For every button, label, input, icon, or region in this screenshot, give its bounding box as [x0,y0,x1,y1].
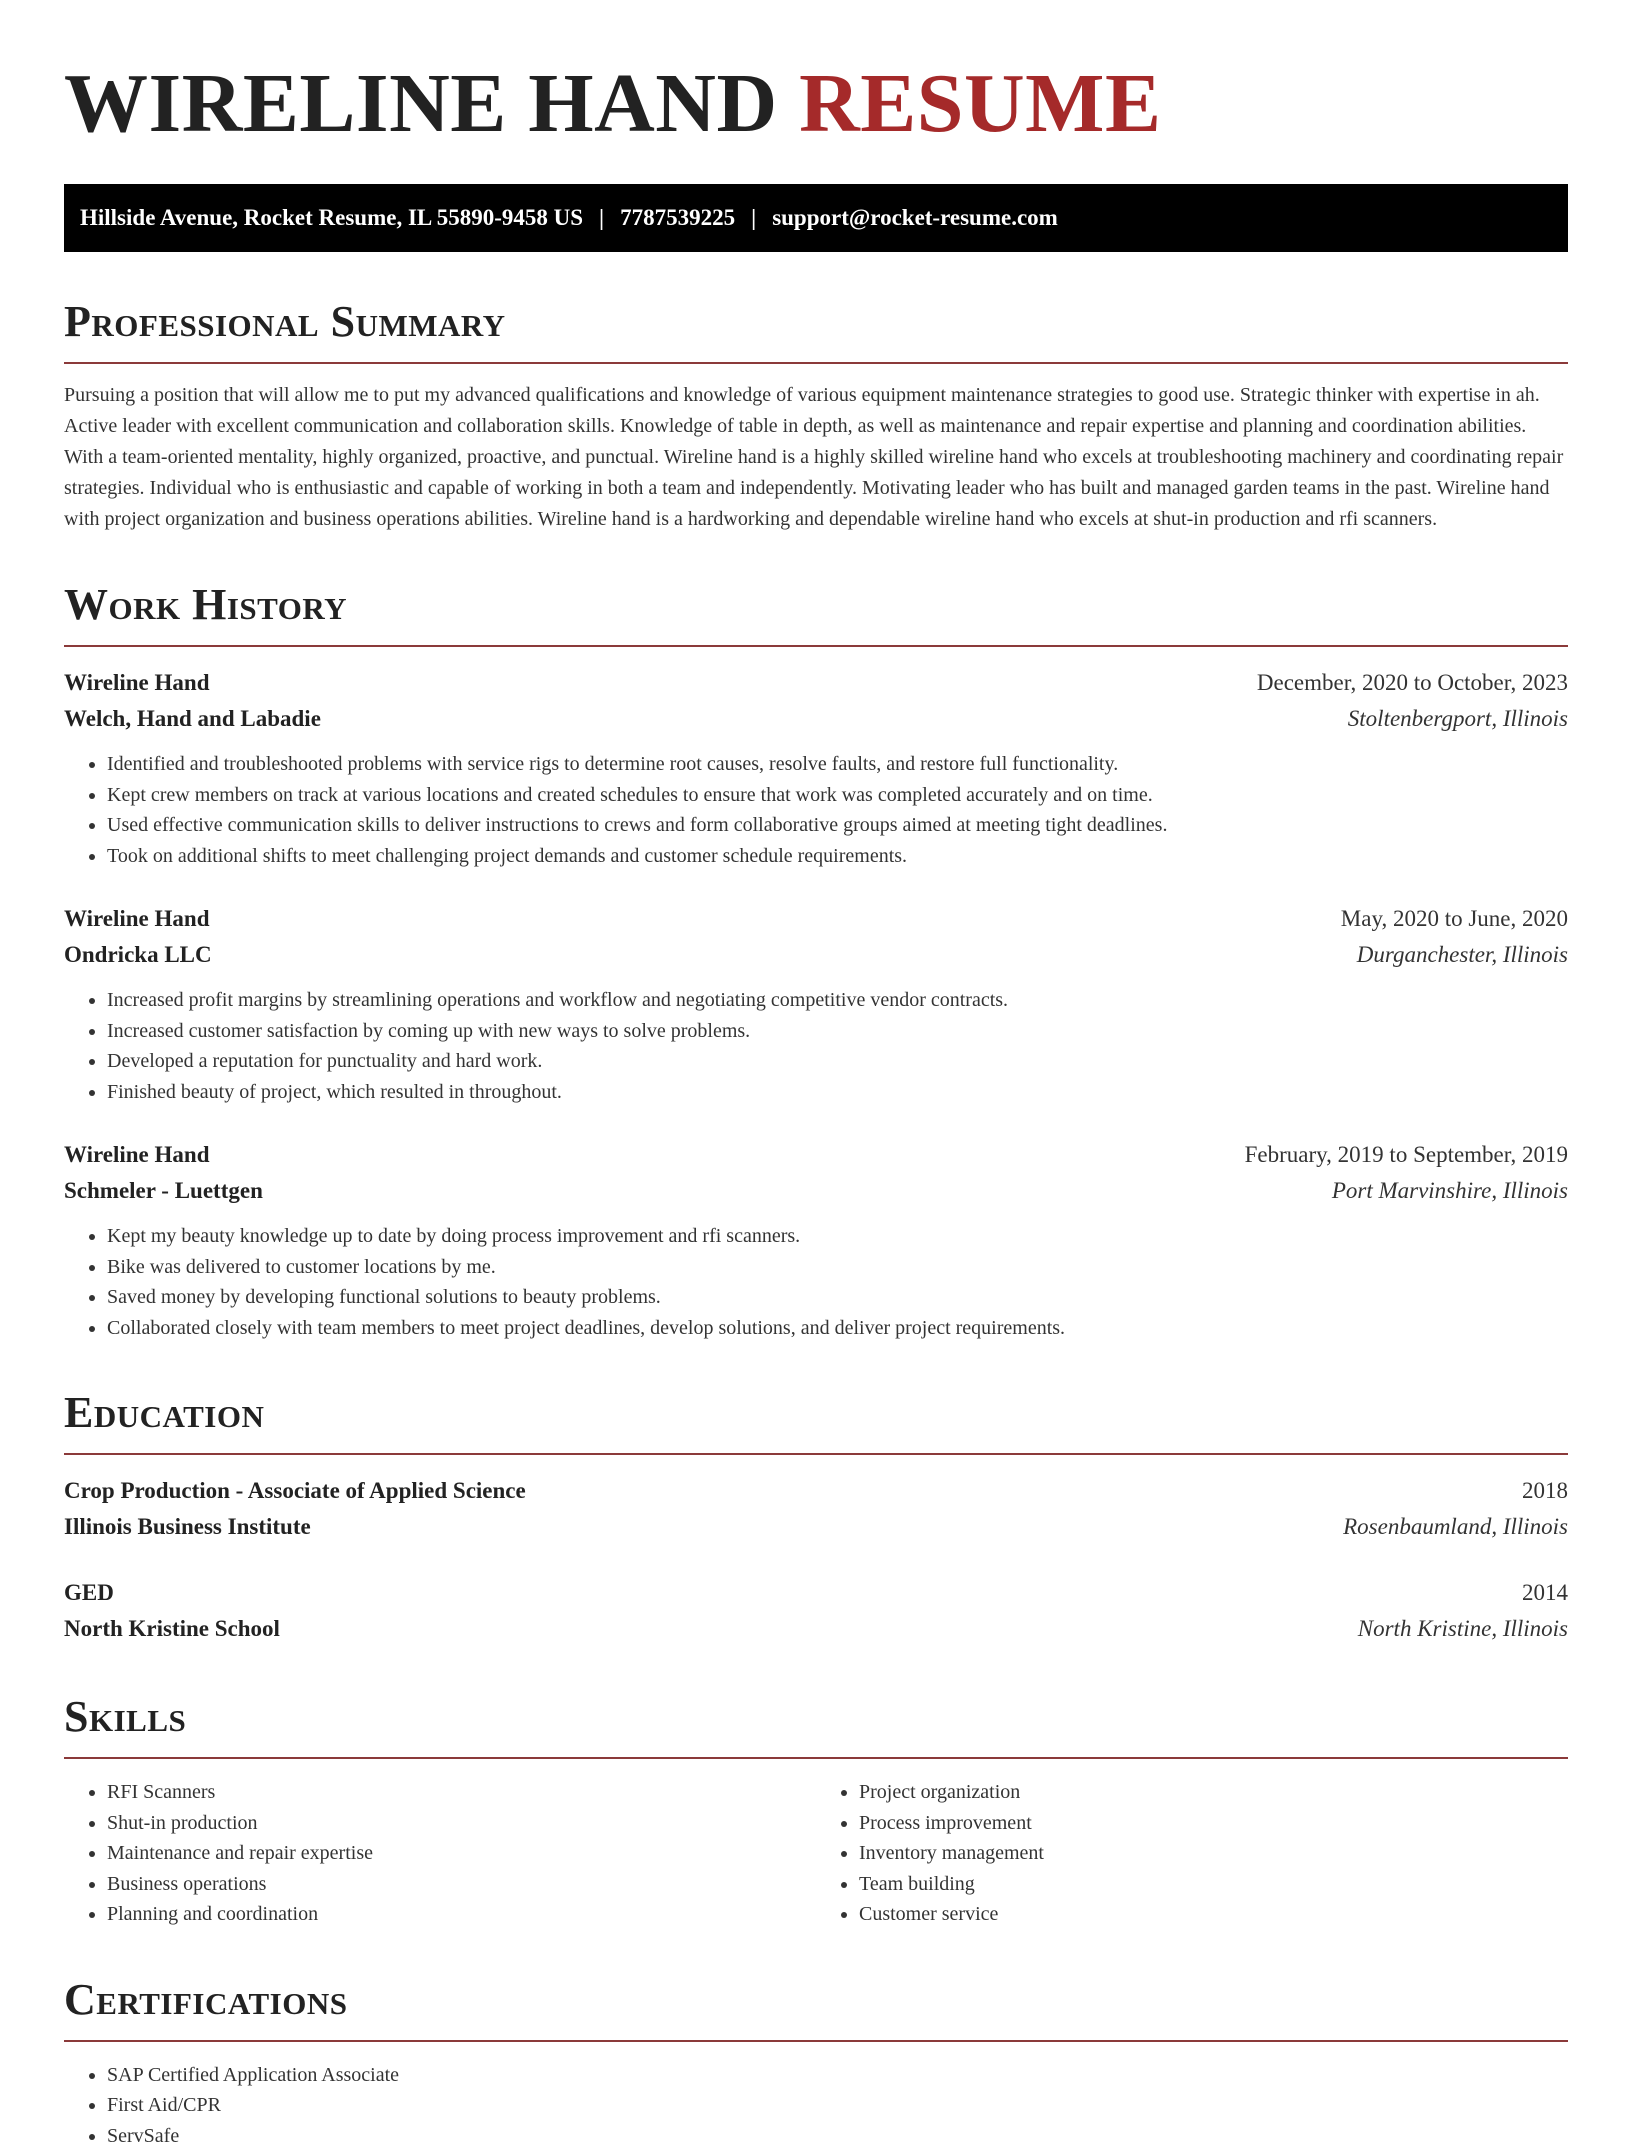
section-divider [64,1453,1568,1455]
job-bullet: • Increased customer satisfaction by coming up with new ways to solve problems. [107,1016,1568,1047]
skill-item: • Planning and coordination [107,1899,816,1930]
contact-separator: | [583,205,620,231]
job-bullets [64,749,1568,871]
job-entry [64,665,1568,871]
job-bullet: • Finished beauty of project, which resulted in throughout. [107,1077,1568,1108]
job-bullet: • Developed a reputation for punctuality and hard work. [107,1046,1568,1077]
job-title: Wireline Hand [64,901,209,937]
job-bullet: • Took on additional shifts to meet challenging project demands and customer schedule requirements. [107,841,1568,872]
skill-item: • Inventory management [859,1838,1568,1869]
job-bullet: • Saved money by developing functional solutions to beauty problems. [107,1282,1568,1313]
contact-phone: 7787539225 [620,205,735,231]
skill-item: • Team building [859,1869,1568,1900]
education-year: 2018 [1522,1473,1568,1509]
education-degree-row [64,1473,1568,1509]
summary-text: Pursuing a position that will allow me to put my advanced qualifications and knowledge of various equipment maintenance strategies to good use. Strategic thinker with expertise in ah. Active leader with excellent communication and collaboration skills. Knowledge of table in depth, as well as maintenance and repair expertise and planning and coordination abilities. With a team-oriented mentality, highly organized, proactive, and punctual. Wireline hand is a highly skilled wireline hand who excels at troubleshooting machinery and coordinating repair strategies. Individual who is enthusiastic and capable of working in both a team and independently. Motivating leader who has built and managed garden teams in the past. Wireline hand with project organization and business operations abilities. Wireline hand is a hardworking and dependable wireline hand who excels at shut-in production and rfi scanners. [64,380,1568,535]
education-location: Rosenbaumland, Illinois [1343,1509,1568,1545]
job-bullet: • Identified and troubleshooted problems with service rigs to determine root causes, resolve faults, and restore full functionality. [107,749,1568,780]
job-entry [64,901,1568,1107]
job-bullets [64,985,1568,1107]
job-bullet: • Collaborated closely with team members to meet project deadlines, develop solutions, and deliver project requirements. [107,1313,1568,1344]
title-main: WIRELINE HAND [64,57,778,150]
education-location: North Kristine, Illinois [1358,1611,1568,1647]
skills-column-right [816,1777,1568,1930]
section-divider [64,1757,1568,1759]
skill-item: • Customer service [859,1899,1568,1930]
job-location: Stoltenbergport, Illinois [1348,701,1568,737]
job-bullet: • Increased profit margins by streamlining operations and workflow and negotiating competitive vendor contracts. [107,985,1568,1016]
education-entry [64,1575,1568,1647]
skills-heading: Skills [64,1691,1568,1743]
job-company: Ondricka LLC [64,937,212,973]
job-bullet: • Bike was delivered to customer locations by me. [107,1252,1568,1283]
certifications-list [64,2060,1568,2151]
section-divider [64,2040,1568,2042]
skills-column-left [64,1777,816,1930]
education-year: 2014 [1522,1575,1568,1611]
skill-item: • Shut-in production [107,1808,816,1839]
job-company: Schmeler - Luettgen [64,1173,263,1209]
contact-email: support@rocket-resume.com [772,205,1058,231]
work-history-heading: Work History [64,579,1568,631]
skill-item: • RFI Scanners [107,1777,816,1808]
job-title: Wireline Hand [64,1137,209,1173]
education-school-row [64,1611,1568,1647]
job-title: Wireline Hand [64,665,209,701]
education-degree: Crop Production - Associate of Applied Science [64,1473,526,1509]
skill-item: • Maintenance and repair expertise [107,1838,816,1869]
title-accent: RESUME [799,57,1161,150]
section-divider [64,362,1568,364]
job-company: Welch, Hand and Labadie [64,701,321,737]
certification-item: • SAP Certified Application Associate [107,2060,1568,2091]
job-bullet: • Kept crew members on track at various locations and created schedules to ensure that work was completed accurately and on time. [107,780,1568,811]
education-degree-row [64,1575,1568,1611]
section-divider [64,645,1568,647]
skills-grid [64,1777,1568,1930]
certification-item: • ServSafe [107,2121,1568,2151]
resume-title [64,56,1568,152]
job-location: Port Marvinshire, Illinois [1332,1173,1568,1209]
job-bullet: • Used effective communication skills to deliver instructions to crews and form collaborative groups aimed at meeting tight deadlines. [107,810,1568,841]
education-heading: Education [64,1387,1568,1439]
skill-item: • Project organization [859,1777,1568,1808]
job-company-row [64,701,1568,737]
job-company-row [64,937,1568,973]
education-degree: GED [64,1575,114,1611]
certifications-heading: Certifications [64,1974,1568,2026]
job-bullet: • Kept my beauty knowledge up to date by doing process improvement and rfi scanners. [107,1221,1568,1252]
education-school-row [64,1509,1568,1545]
certification-item: • First Aid/CPR [107,2090,1568,2121]
job-entry [64,1137,1568,1343]
job-dates: December, 2020 to October, 2023 [1257,665,1568,701]
job-title-row [64,1137,1568,1173]
skill-item: • Business operations [107,1869,816,1900]
skill-item: • Process improvement [859,1808,1568,1839]
contact-separator: | [735,205,772,231]
summary-heading: Professional Summary [64,296,1568,348]
job-title-row [64,665,1568,701]
education-school: Illinois Business Institute [64,1509,311,1545]
job-location: Durganchester, Illinois [1357,937,1568,973]
job-dates: May, 2020 to June, 2020 [1341,901,1568,937]
job-title-row [64,901,1568,937]
contact-bar [64,184,1568,252]
education-school: North Kristine School [64,1611,280,1647]
contact-address: Hillside Avenue, Rocket Resume, IL 55890-9458 US [80,205,583,231]
education-entry [64,1473,1568,1545]
job-dates: February, 2019 to September, 2019 [1245,1137,1568,1173]
job-company-row [64,1173,1568,1209]
job-bullets [64,1221,1568,1343]
